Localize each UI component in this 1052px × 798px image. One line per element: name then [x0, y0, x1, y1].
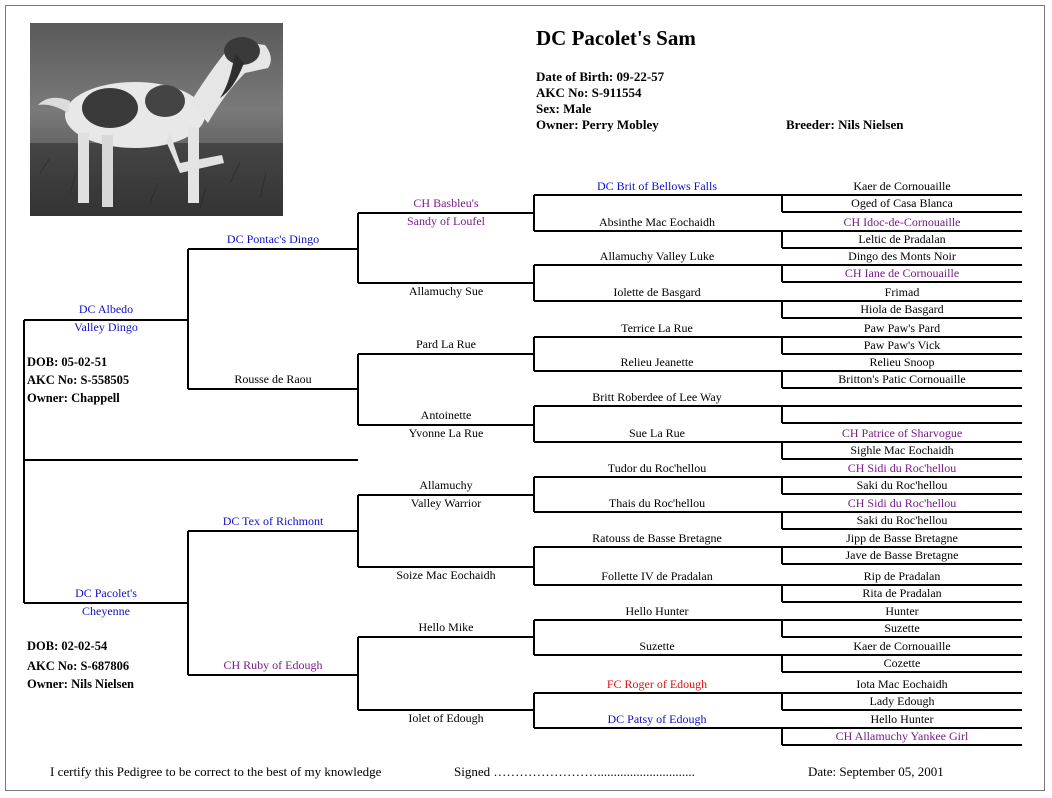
gen5-line — [782, 528, 1022, 530]
gen5-name: Suzette — [884, 621, 920, 635]
gen4-name: Allamuchy Valley Luke — [599, 249, 715, 263]
dam-name: DC Pacolet's — [75, 586, 137, 600]
dam-owner-line — [27, 677, 134, 691]
gen5-bracket — [781, 442, 783, 459]
gen5-name: Jipp de Basse Bretagne — [846, 531, 958, 545]
gen4-name: Suzette — [639, 639, 675, 653]
dob-label: Date of Birth: — [536, 69, 614, 84]
gen4-name: Thais du Roc'hellou — [608, 496, 706, 510]
gen4-line — [534, 194, 782, 196]
dam-akc: S-687806 — [80, 659, 130, 673]
gen4-name: Hello Hunter — [625, 604, 689, 618]
gen5-name: Saki du Roc'hellou — [856, 478, 948, 492]
breeder-label: Breeder: — [786, 117, 835, 132]
gen3-line — [358, 636, 534, 638]
gen2-name: DC Tex of Richmont — [222, 514, 324, 528]
dam-owner-label: Owner: — [27, 677, 68, 691]
gen5-line — [782, 211, 1022, 213]
gen4-bracket — [533, 477, 535, 512]
gen5-name: Iota Mac Eochaidh — [856, 677, 948, 691]
gen3-bracket — [357, 637, 359, 710]
gen5-line — [782, 458, 1022, 460]
gen5-bracket — [781, 265, 783, 282]
gen5-bracket — [781, 477, 783, 494]
gen3-bracket — [357, 213, 359, 283]
date-line — [808, 765, 944, 779]
gen4-line — [534, 336, 782, 338]
gen5-name: Rita de Pradalan — [862, 586, 942, 600]
dam-akc-line — [27, 659, 129, 673]
gen4-name: FC Roger of Edough — [606, 677, 708, 691]
dam-dob-line — [27, 639, 107, 653]
gen2-bracket — [187, 249, 189, 389]
gen5-name: Saki du Roc'hellou — [856, 513, 948, 527]
gen2-line — [188, 248, 358, 250]
gen4-name: Terrice La Rue — [621, 321, 693, 335]
gen5-bracket — [781, 337, 783, 354]
gen4-line — [534, 546, 782, 548]
gen2-line — [188, 674, 358, 676]
breeder-value: Nils Nielsen — [838, 117, 904, 132]
sex-label: Sex: — [536, 101, 560, 116]
gen4-line — [534, 476, 782, 478]
gen2-name: Rousse de Raou — [234, 372, 312, 386]
gen3-name: Iolet of Edough — [408, 711, 484, 725]
date-value: September 05, 2001 — [839, 764, 944, 779]
gen4-bracket — [533, 265, 535, 301]
gen4-name: Tudor du Roc'hellou — [607, 461, 707, 475]
gen2-name: DC Pontac's Dingo — [226, 232, 320, 246]
sire-dob-label: DOB: — [27, 355, 59, 369]
gen5-line — [782, 317, 1022, 319]
gen5-bracket — [781, 655, 783, 672]
date-label: Date: — [808, 764, 837, 779]
gen4-bracket — [533, 620, 535, 655]
dam-akc-label: AKC No: — [27, 659, 78, 673]
gen4-name: Ratouss de Basse Bretagne — [592, 531, 722, 545]
gen4-line — [534, 405, 782, 407]
dam-name: Cheyenne — [82, 604, 130, 618]
dob-line — [536, 69, 664, 85]
gen5-name: Kaer de Cornouaille — [853, 179, 951, 193]
owner-label: Owner: — [536, 117, 579, 132]
gen4-name: Iolette de Basgard — [613, 285, 701, 299]
gen5-name: Hiola de Basgard — [860, 302, 944, 316]
gen3-name: CH Basbleu's — [413, 196, 479, 210]
gen3-name: Pard La Rue — [416, 337, 476, 351]
sire-dob-line — [27, 355, 107, 369]
gen5-name: Relieu Snoop — [869, 355, 935, 369]
gen4-name: Sue La Rue — [629, 426, 685, 440]
gen4-line — [534, 584, 782, 586]
sex-value: Male — [563, 101, 592, 116]
gen5-bracket — [781, 585, 783, 602]
gen3-name: Hello Mike — [418, 620, 474, 634]
page-title: DC Pacolet's Sam — [536, 26, 696, 50]
gen5-bracket — [781, 406, 783, 423]
gen3-line — [358, 353, 534, 355]
gen5-name: Hunter — [885, 604, 919, 618]
owner-line — [536, 117, 659, 133]
gen5-name: Jave de Basse Bretagne — [845, 548, 959, 562]
dam-dob-label: DOB: — [27, 639, 59, 653]
gen5-line — [782, 601, 1022, 603]
gen3-name: Allamuchy — [419, 478, 473, 492]
gen5-name: CH Patrice of Sharvogue — [841, 426, 963, 440]
gen4-line — [534, 230, 782, 232]
gen5-bracket — [781, 371, 783, 388]
akc-line — [536, 85, 641, 101]
gen5-bracket — [781, 728, 783, 745]
gen5-name: Dingo des Monts Noir — [848, 249, 956, 263]
gen3-name: Yvonne La Rue — [408, 426, 484, 440]
gen3-name: Sandy of Loufel — [407, 214, 485, 228]
gen5-name: Lady Edough — [869, 694, 935, 708]
gen5-name: Kaer de Cornouaille — [853, 639, 951, 653]
gen5-bracket — [781, 620, 783, 637]
gen4-bracket — [533, 693, 535, 728]
gen3-name: Allamuchy Sue — [408, 284, 484, 298]
gen4-line — [534, 370, 782, 372]
gen5-bracket — [781, 512, 783, 529]
gen4-line — [534, 654, 782, 656]
sire-owner-label: Owner: — [27, 391, 68, 405]
gen5-bracket — [781, 693, 783, 710]
gen4-line — [534, 511, 782, 513]
gen3-name: Soize Mac Eochaidh — [396, 568, 496, 582]
sire-name: Valley Dingo — [74, 320, 138, 334]
gen5-name: Paw Paw's Pard — [863, 321, 941, 335]
gen4-name: DC Brit of Bellows Falls — [596, 179, 718, 193]
gen5-line — [782, 563, 1022, 565]
gen5-name: CH Sidi du Roc'hellou — [847, 461, 957, 475]
gen4-bracket — [533, 547, 535, 585]
gen5-line — [782, 744, 1022, 746]
owner-value: Perry Mobley — [581, 117, 659, 132]
gen5-name: Paw Paw's Vick — [863, 338, 941, 352]
gen5-name: CH Sidi du Roc'hellou — [847, 496, 957, 510]
gen4-name: Relieu Jeanette — [620, 355, 694, 369]
gen5-bracket — [781, 547, 783, 564]
gen5-name: Oged of Casa Blanca — [851, 196, 953, 210]
gen3-name: Antoinette — [420, 408, 472, 422]
gen5-line — [782, 281, 1022, 283]
signed-dots: …………………….............................. — [493, 764, 695, 779]
gen4-line — [534, 264, 782, 266]
dog-photo — [30, 23, 283, 216]
gen4-line — [534, 441, 782, 443]
gen5-name: Sighle Mac Eochaidh — [850, 443, 954, 457]
gen4-line — [534, 692, 782, 694]
sire-name: DC Albedo — [78, 302, 134, 316]
gen4-name: Britt Roberdee of Lee Way — [592, 390, 722, 404]
certify-text: I certify this Pedigree to be correct to the best of my knowledge — [50, 764, 382, 779]
gen5-name: Rip de Pradalan — [863, 569, 941, 583]
gen2-line — [188, 530, 358, 532]
signature-line — [454, 765, 695, 779]
gen4-name: Follette IV de Pradalan — [601, 569, 713, 583]
gen5-name: Frimad — [884, 285, 920, 299]
center-line — [24, 459, 358, 461]
gen4-line — [534, 300, 782, 302]
gen4-name: Absinthe Mac Eochaidh — [599, 215, 715, 229]
gen4-bracket — [533, 195, 535, 231]
dam-owner: Nils Nielsen — [71, 677, 134, 691]
gen2-name: CH Ruby of Edough — [223, 658, 323, 672]
gen5-name: CH Allamuchy Yankee Girl — [835, 729, 969, 743]
gen5-name: Britton's Patic Cornouaille — [838, 372, 966, 386]
sex-line — [536, 101, 591, 117]
gen5-name: Leltic de Pradalan — [858, 232, 946, 246]
breeder-line — [786, 117, 903, 133]
gen3-bracket — [357, 495, 359, 567]
gen5-line — [782, 671, 1022, 673]
gen5-line — [782, 709, 1022, 711]
gen3-name: Valley Warrior — [410, 496, 482, 510]
gen5-name: CH Idoc-de-Cornouaille — [843, 215, 961, 229]
dam-dob: 02-02-54 — [61, 639, 108, 653]
gen5-bracket — [781, 231, 783, 248]
gen4-line — [534, 619, 782, 621]
sire-owner: Chappell — [71, 391, 120, 405]
gen5-name: Cozette — [883, 656, 921, 670]
gen5-line — [782, 493, 1022, 495]
gen5-line — [782, 405, 1022, 407]
sire-akc: S-558505 — [80, 373, 130, 387]
akc-label: AKC No: — [536, 85, 589, 100]
gen2-line — [188, 388, 358, 390]
sire-akc-line — [27, 373, 129, 387]
gen4-line — [534, 727, 782, 729]
dam-bracket — [23, 460, 25, 603]
gen5-bracket — [781, 301, 783, 318]
gen4-bracket — [533, 337, 535, 371]
sire-dob: 05-02-51 — [61, 355, 108, 369]
gen5-name: CH Iane de Cornouaille — [844, 266, 960, 280]
gen5-line — [782, 636, 1022, 638]
gen5-line — [782, 422, 1022, 424]
sire-akc-label: AKC No: — [27, 373, 78, 387]
gen5-bracket — [781, 195, 783, 212]
gen4-name: DC Patsy of Edough — [607, 712, 707, 726]
sire-owner-line — [27, 391, 120, 405]
gen5-name: Hello Hunter — [870, 712, 934, 726]
dob-value: 09-22-57 — [616, 69, 665, 84]
gen3-bracket — [357, 354, 359, 425]
akc-value: S-911554 — [591, 85, 642, 100]
gen5-line — [782, 387, 1022, 389]
gen2-bracket — [187, 531, 189, 675]
sire-bracket — [23, 320, 25, 460]
signed-label: Signed — [454, 764, 491, 779]
gen4-bracket — [533, 406, 535, 442]
